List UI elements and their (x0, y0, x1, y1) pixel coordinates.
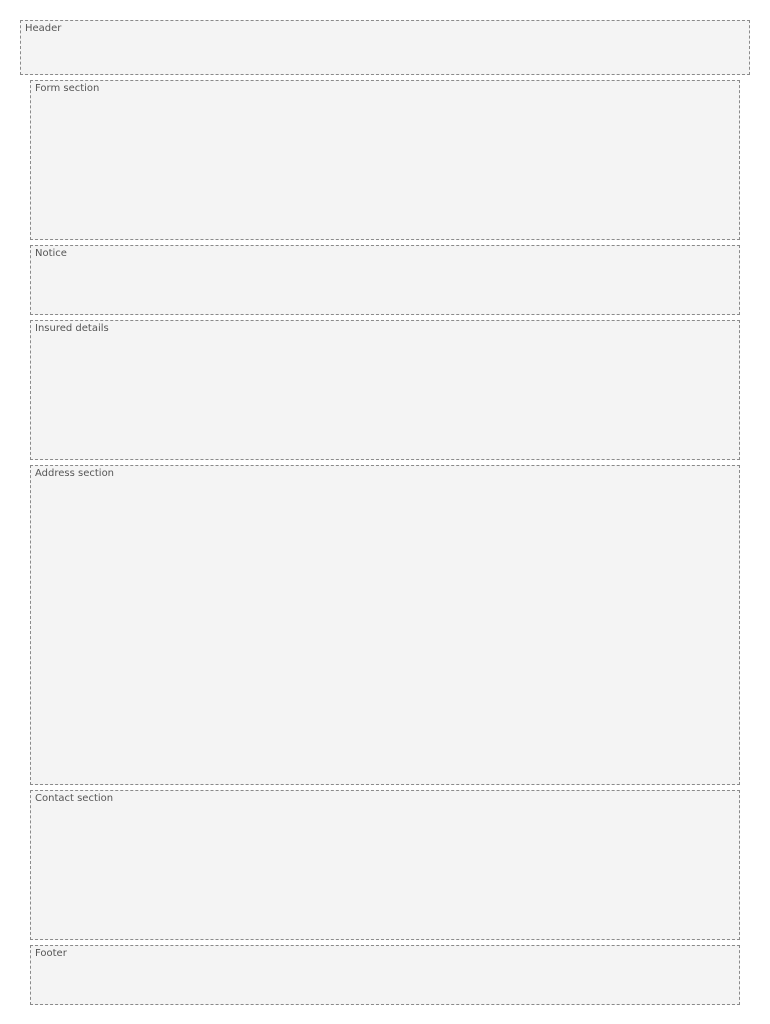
address: Address section (30, 465, 740, 785)
notice: Notice (30, 245, 740, 315)
insured-details: Insured details (30, 320, 740, 460)
footer: Footer (30, 945, 740, 1005)
form-top: Form section (30, 80, 740, 240)
contact: Contact section (30, 790, 740, 940)
header: Header (20, 20, 750, 75)
